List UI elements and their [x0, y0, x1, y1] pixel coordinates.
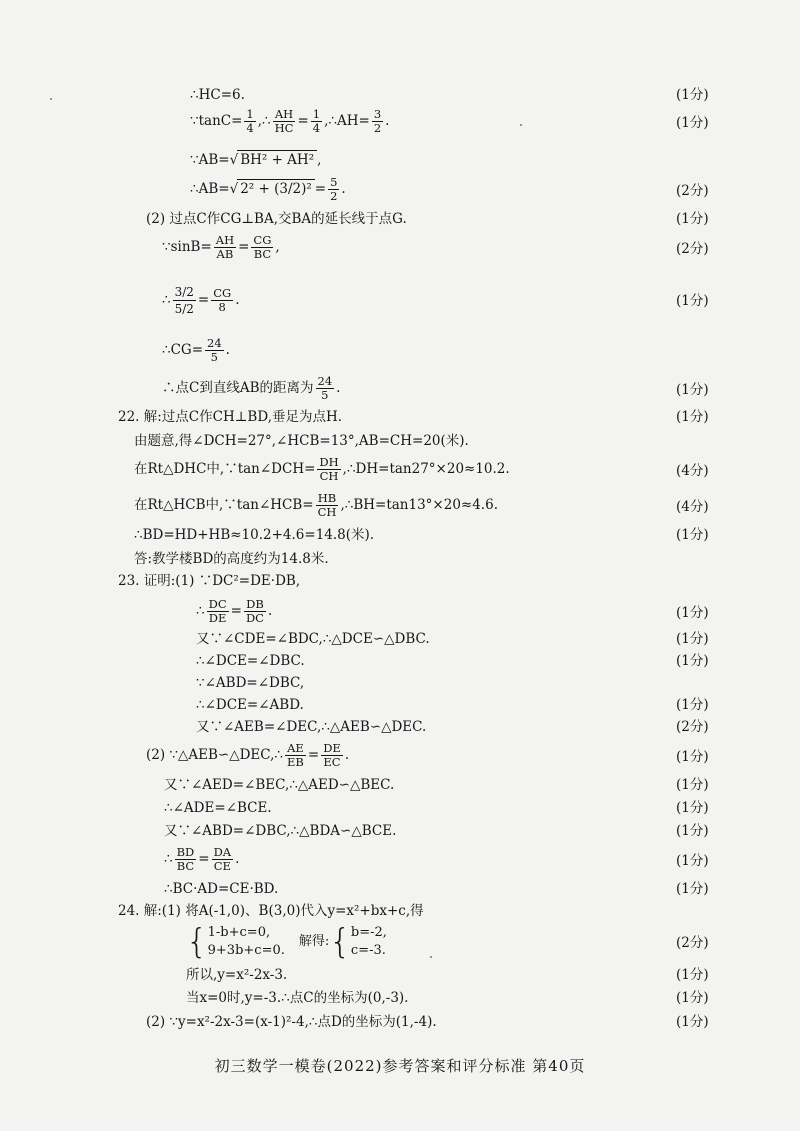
score-label: (1分): [676, 115, 709, 131]
text-part: ∴: [196, 603, 205, 619]
text-part: =: [230, 603, 242, 619]
fraction: [251, 234, 273, 261]
score-label: (1分): [676, 653, 709, 669]
numerator: AH: [215, 233, 235, 247]
denominator: 4: [312, 121, 321, 135]
score-label: (1分): [676, 382, 709, 398]
numerator: AH: [273, 108, 296, 122]
scan-speck: [50, 98, 52, 100]
score-label: (1分): [676, 409, 709, 425]
text-part: =: [314, 181, 327, 197]
denominator: 5/2: [174, 302, 194, 316]
line-text: [190, 150, 321, 169]
equation: 9+3b+c=0.: [207, 943, 285, 958]
score-label: (1分): [676, 749, 709, 765]
text-part: ,: [317, 152, 322, 168]
numerator: 3/2: [174, 285, 194, 299]
score-label: (1分): [676, 967, 709, 983]
text-part: =: [198, 851, 210, 867]
solution-list: [351, 924, 387, 960]
fraction: [328, 176, 339, 203]
score-label: (1分): [676, 211, 709, 227]
denominator: BC: [176, 859, 195, 873]
numerator: 1: [312, 107, 321, 121]
text-part: ,: [275, 239, 280, 255]
score-label: (1分): [676, 777, 709, 793]
text-part: ,∴DH=tan27°×20≈10.2.: [342, 461, 510, 477]
score-label: (1分): [676, 631, 709, 647]
denominator: 2: [330, 189, 338, 203]
denominator: HC: [274, 121, 294, 135]
text-part: .: [235, 292, 240, 308]
line-text: [190, 108, 389, 135]
line-text: 由题意,得∠DCH=27°,∠HCB=13°,AB=CH=20(米).: [134, 433, 469, 449]
numerator: 5: [330, 175, 338, 189]
text-part: ∴: [164, 851, 173, 867]
score-label: (1分): [676, 605, 709, 621]
scan-speck: [520, 124, 522, 126]
score-label: (4分): [676, 499, 709, 515]
text-part: =: [197, 292, 210, 308]
fraction: [212, 846, 234, 873]
fraction: [372, 108, 383, 135]
denominator: EC: [323, 755, 341, 769]
denominator: DC: [245, 611, 264, 625]
numerator: CG: [213, 286, 232, 300]
text-part: ∵sinB=: [162, 239, 212, 255]
text-part: .: [344, 747, 350, 763]
text-part: ,∴AH=: [324, 113, 370, 129]
fraction: [273, 108, 296, 135]
score-label: (2分): [676, 241, 709, 257]
score-label: (1分): [676, 697, 709, 713]
left-brace: {: [186, 922, 208, 962]
text-part: .: [267, 603, 273, 619]
line-text: 又∵∠AEB=∠DEC,∴△AEB∽△DEC.: [196, 719, 427, 735]
line-text: [196, 598, 272, 625]
score-label: (4分): [676, 463, 709, 479]
line-text: [146, 742, 349, 769]
line-text: ∴BC·AD=CE·BD.: [164, 881, 279, 897]
line-text: (2) ∵y=x²-2x-3=(x-1)²-4,∴点D的坐标为(1,-4).: [146, 1014, 437, 1030]
page-footer: 初三数学一模卷(2022)参考答案和评分标准 第40页: [214, 1057, 586, 1075]
line-text: [162, 234, 280, 261]
numerator: DA: [213, 845, 232, 859]
numerator: DH: [319, 455, 339, 469]
radicand: 2² + (3/2)²: [237, 179, 315, 198]
line-text: [162, 284, 240, 317]
text-part: ∵AB=√: [190, 152, 239, 168]
text-part: ∴: [162, 292, 171, 308]
score-label: (1分): [676, 527, 709, 543]
numerator: HB: [316, 492, 339, 506]
fraction: [211, 287, 233, 314]
text-part: (2) ∵△AEB∽△DEC,∴: [146, 747, 284, 763]
fraction: [311, 108, 322, 135]
text-part: .: [225, 342, 230, 358]
equation-list: [208, 924, 285, 960]
fraction: [317, 456, 340, 483]
fraction: [214, 234, 236, 261]
score-label: (1分): [676, 853, 709, 869]
line-text: [164, 846, 239, 873]
fraction: [244, 108, 255, 135]
line-text: 24. 解:(1) 将A(-1,0)、B(3,0)代入y=x²+bx+c,得: [118, 903, 424, 919]
compound-fraction: [173, 284, 196, 317]
line-text: ∴∠DCE=∠DBC.: [196, 653, 305, 669]
score-label: (2分): [676, 935, 709, 951]
line-text: ∴BD=HD+HB≈10.2+4.6=14.8(米).: [134, 527, 375, 543]
denominator: CH: [319, 469, 339, 483]
denominator: 2: [373, 121, 382, 135]
solve-label: 解得:: [298, 934, 330, 949]
line-text: [190, 176, 346, 203]
denominator: AB: [216, 247, 234, 261]
score-label: (1分): [676, 881, 709, 897]
fraction: [207, 598, 229, 625]
text-part: .: [385, 113, 390, 129]
solution: c=-3.: [350, 943, 386, 958]
text-part: =: [297, 113, 309, 129]
fraction: [316, 492, 339, 519]
text-part: .: [341, 181, 346, 197]
line-text: [162, 337, 230, 364]
text-part: ∵tanC=: [190, 113, 243, 129]
text-part: ,∴BH=tan13°×20≈4.6.: [340, 497, 498, 513]
denominator: 5: [210, 350, 218, 364]
denominator: 8: [218, 300, 226, 314]
text-part: 在Rt△HCB中,∵tan∠HCB=: [134, 497, 314, 513]
line-text: 又∵∠ABD=∠DBC,∴△BDA∽△BCE.: [164, 823, 397, 839]
fraction: [205, 337, 224, 364]
denominator: 5: [321, 388, 329, 402]
line-text: 当x=0时,y=-3.∴点C的坐标为(0,-3).: [186, 990, 409, 1006]
line-text: ∴HC=6.: [190, 87, 245, 103]
denominator: CH: [317, 505, 337, 519]
numerator: DE: [323, 741, 341, 755]
equation: 1-b+c=0,: [207, 925, 271, 940]
radicand: BH² + AH²: [237, 150, 317, 169]
fraction: [316, 375, 335, 402]
text-part: ∴CG=: [162, 342, 204, 358]
numerator: 3: [373, 107, 382, 121]
line-text: [134, 492, 498, 519]
scan-speck: [430, 956, 432, 958]
score-label: (1分): [676, 823, 709, 839]
numerator: DC: [208, 597, 227, 611]
line-text: ∴∠ADE=∠BCE.: [164, 800, 272, 816]
line-text: 答:教学楼BD的高度约为14.8米.: [134, 551, 329, 567]
line-text: 22. 解:过点C作CH⊥BD,垂足为点H.: [118, 409, 343, 425]
numerator: 24: [207, 336, 222, 350]
left-brace: {: [329, 922, 351, 962]
numerator: 1: [246, 107, 254, 121]
fraction: [321, 742, 343, 769]
denominator: BC: [253, 247, 272, 261]
line-text: [134, 456, 510, 483]
fraction: [244, 598, 266, 625]
text-part: =: [307, 747, 320, 763]
score-label: (2分): [676, 719, 709, 735]
score-label: (2分): [676, 183, 709, 199]
denominator: EB: [287, 755, 304, 769]
line-text: 又∵∠AED=∠BEC,∴△AED∽△BEC.: [164, 777, 395, 793]
numerator: DB: [244, 598, 266, 612]
score-label: (1分): [676, 293, 709, 309]
score-label: (1分): [676, 800, 709, 816]
solution: b=-2,: [350, 925, 387, 940]
text-part: 在Rt△DHC中,∵tan∠DCH=: [134, 461, 316, 477]
denominator: CE: [213, 859, 231, 873]
text-part: .: [336, 380, 341, 396]
numerator: CG: [253, 233, 272, 247]
denominator: DE: [208, 611, 227, 625]
denominator: 4: [246, 121, 254, 135]
text-part: .: [235, 851, 240, 867]
fraction: [285, 742, 306, 769]
score-label: (1分): [676, 87, 709, 103]
text-part: =: [238, 239, 250, 255]
numerator: AE: [285, 742, 306, 756]
equation-system: [186, 924, 387, 960]
text-part: ∴AB=√: [190, 181, 239, 197]
text-part: ∴点C到直线AB的距离为: [162, 380, 314, 396]
line-text: 23. 证明:(1) ∵DC²=DE·DB,: [118, 573, 301, 589]
line-text: ∴∠DCE=∠ABD.: [196, 697, 304, 713]
numerator: 24: [317, 374, 333, 388]
fraction: [175, 846, 197, 873]
score-label: (1分): [676, 1014, 709, 1030]
score-label: (1分): [676, 990, 709, 1006]
line-text: [162, 375, 340, 402]
line-text: 所以,y=x²-2x-3.: [186, 967, 288, 983]
line-text: (2) 过点C作CG⊥BA,交BA的延长线于点G.: [146, 211, 407, 227]
line-text: 又∵∠CDE=∠BDC,∴△DCE∽△DBC.: [196, 631, 430, 647]
line-text: ∵∠ABD=∠DBC,: [196, 675, 305, 691]
numerator: BD: [176, 845, 195, 859]
text-part: ,∴: [257, 113, 271, 129]
